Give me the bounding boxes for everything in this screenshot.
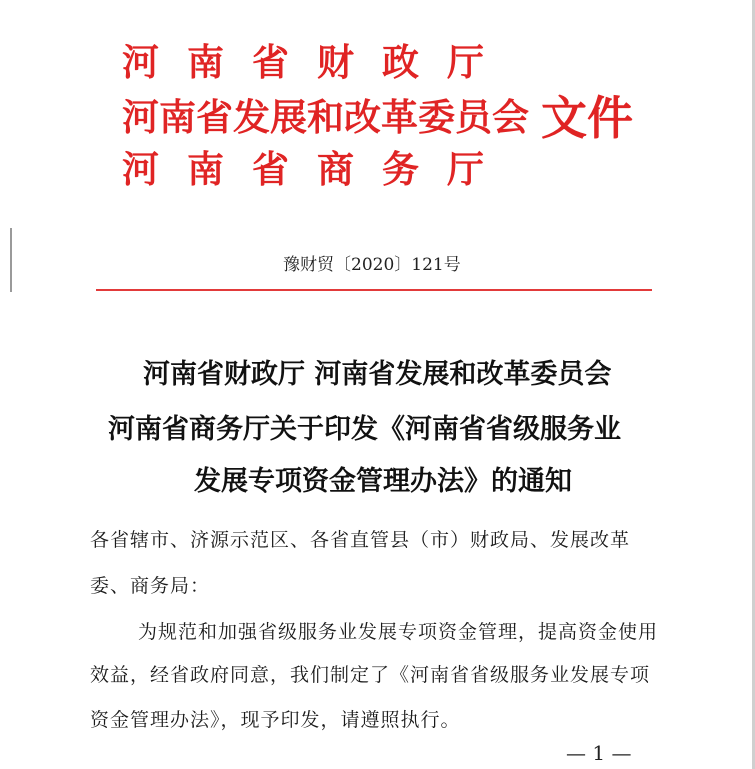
document-title-line-2: 河南省商务厅关于印发《河南省省级服务业 xyxy=(108,414,621,445)
document-title-line-3: 发展专项资金管理办法》的通知 xyxy=(194,466,572,497)
document-number: 豫财贸〔2020〕121号 xyxy=(283,255,461,275)
paragraph-line-2: 效益，经省政府同意，我们制定了《河南省省级服务业发展专项 xyxy=(90,664,651,686)
document-title-line-1: 河南省财政厅 河南省发展和改革委员会 xyxy=(143,359,612,390)
recipients-line-2: 委、商务局： xyxy=(90,575,211,597)
red-header-rule xyxy=(96,289,652,291)
paragraph-line-3: 资金管理办法》，现予印发，请遵照执行。 xyxy=(90,709,461,731)
page-number: — 1 — xyxy=(566,741,632,765)
paragraph-line-1: 为规范和加强省级服务业发展专项资金管理，提高资金使用 xyxy=(138,621,659,643)
issuer-development-reform-commission: 河南省发展和改革委员会 xyxy=(122,96,529,139)
issuer-commerce-dept: 河南省商务厅 xyxy=(122,148,512,191)
document-header-word: 文件 xyxy=(541,91,633,145)
scan-edge-mark xyxy=(10,228,12,292)
issuer-finance-dept: 河南省财政厅 xyxy=(122,41,512,84)
recipients-line-1: 各省辖市、济源示范区、各省直管县（市）财政局、发展改革 xyxy=(90,529,631,551)
